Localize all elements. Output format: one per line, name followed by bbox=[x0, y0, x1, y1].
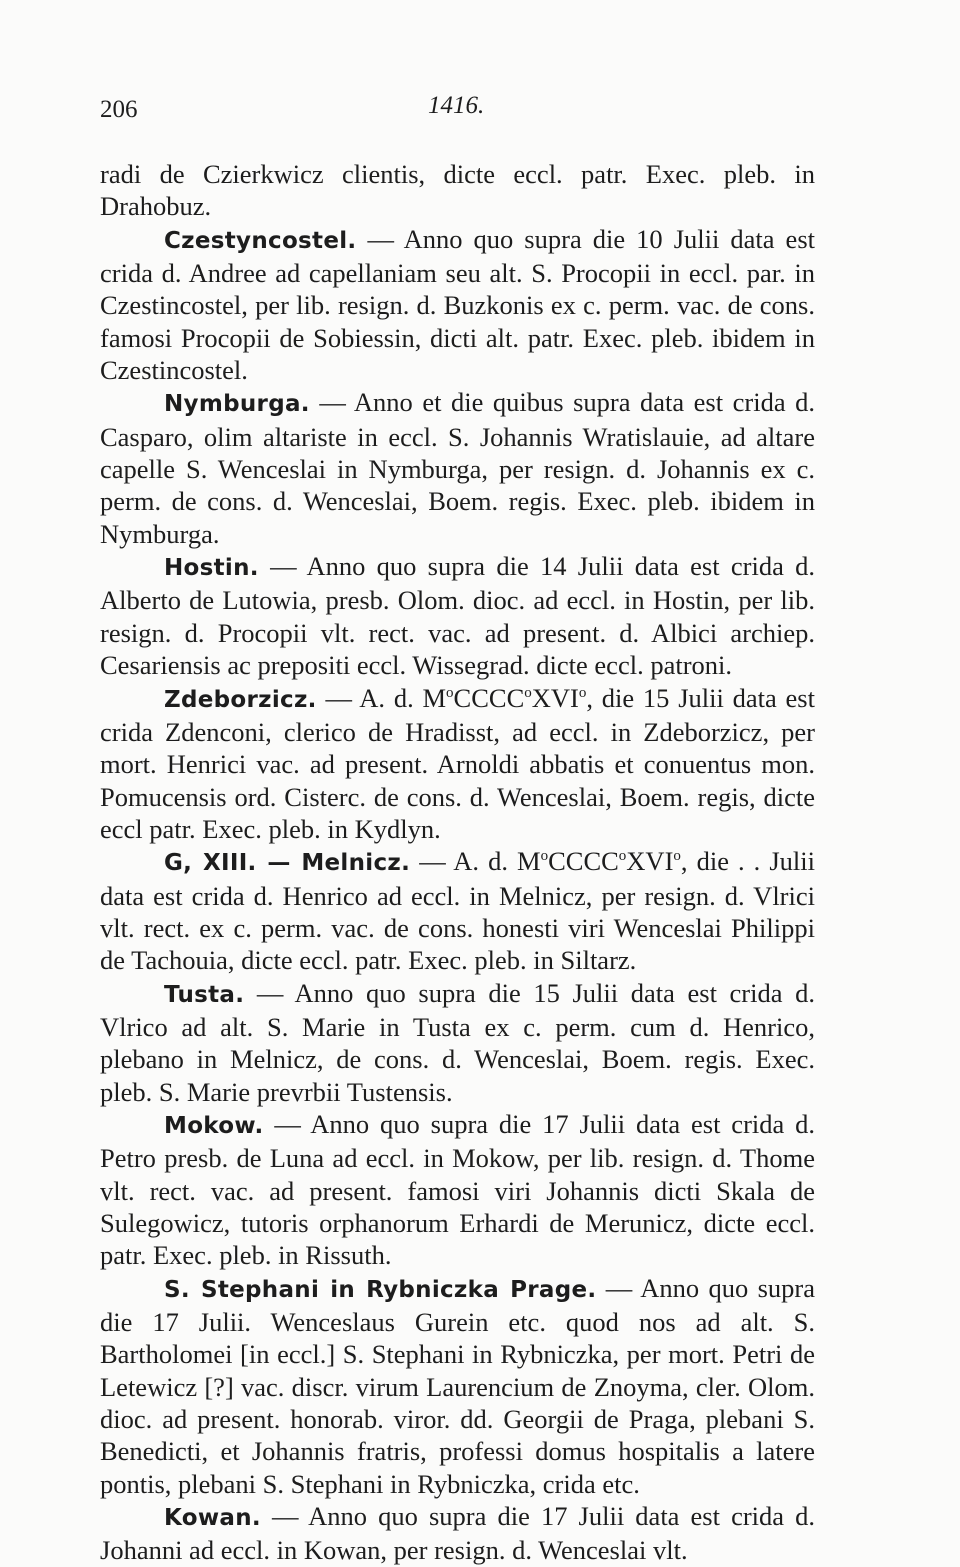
entry-heading: G, XIII. — Melnicz. bbox=[164, 850, 411, 877]
entry-date-mid: CCCC bbox=[548, 846, 619, 877]
paragraph bbox=[100, 158, 815, 223]
entry-kowan bbox=[100, 1500, 815, 1567]
superscript: o bbox=[618, 848, 627, 865]
entry-date-lead: — A. d. M bbox=[419, 846, 541, 877]
superscript: o bbox=[524, 684, 532, 701]
entry-text: — Anno quo supra die 17 Julii. Wenceslaus Gurein etc. quod nos ad alt. S. Bartholomei [in eccl.] S. Stephani in Rybniczka, per mort. Petri de Letewicz [?] vac. discr. virum Laurencium de Znoyma, cler. Olom. dioc. ad present. honorab. viror. dd. Georgii de Praga, plebani S. Benedicti, et Johannis fratris, professi domus hospitalis a latere pontis, plebani S. Stephani in Rybniczka, crida etc. bbox=[100, 1272, 815, 1499]
entry-tusta bbox=[100, 977, 815, 1108]
body-text bbox=[100, 158, 815, 1567]
superscript: o bbox=[578, 684, 587, 701]
paragraph-text: radi de Czierkwicz clientis, dicte eccl. patr. Exec. pleb. in Drahobuz. bbox=[100, 159, 815, 222]
entry-heading: Kowan. bbox=[164, 1505, 261, 1532]
entry-text: — Anno quo supra die 15 Julii data est crida d. Vlrico ad alt. S. Marie in Tusta ex c. perm. cum d. Henrico, plebano in Melnicz, de cons. d. Wenceslai, Boem. regis. Exec. pleb. S. Marie prevrbii Tustensis. bbox=[100, 977, 815, 1107]
running-title: 1416. bbox=[428, 92, 485, 119]
entry-heading: Nymburga. bbox=[164, 391, 310, 418]
entry-melnicz bbox=[100, 845, 815, 976]
entry-date-lead: — A. d. M bbox=[325, 682, 447, 713]
entry-zdeborzicz bbox=[100, 682, 815, 846]
entry-heading: Tusta. bbox=[164, 981, 245, 1008]
superscript: o bbox=[540, 848, 549, 865]
entry-text: — Anno quo supra die 17 Julii data est crida d. Johanni ad eccl. in Kowan, per resign. d. Wenceslai vlt. bbox=[100, 1501, 816, 1566]
entry-text: , die 15 Julii data est crida Zdenconi, clerico de Hradisst, ad eccl. in Zdeborzicz, per mort. Henrici vac. ad present. Arnoldi abbatis et conuentus mon. Pomucensis ord. Cisterc. de cons. d. Wenceslai, Boem. regis, dicte eccl patr. Exec. pleb. in Kydlyn. bbox=[100, 682, 815, 844]
entry-text: — Anno quo supra die 17 Julii data est crida d. Petro presb. de Luna ad eccl. in Mokow, per lib. resign. d. Thome vlt. rect. vac. ad present. famosi viri Johannis dicti Skala de Sulegowicz, tutoris orphanorum Erhardi de Merunicz, dicte eccl. patr. Exec. pleb. in Rissuth. bbox=[100, 1108, 816, 1271]
entry-hostin bbox=[100, 550, 815, 681]
entry-mokow bbox=[100, 1108, 815, 1272]
entry-nymburga bbox=[100, 386, 815, 550]
page-number: 206 bbox=[100, 96, 138, 123]
entry-heading: Mokow. bbox=[164, 1112, 264, 1139]
superscript: o bbox=[673, 848, 681, 865]
page-header bbox=[100, 92, 815, 136]
entry-heading: Czestyncostel. bbox=[164, 227, 357, 254]
superscript: o bbox=[446, 684, 454, 701]
entry-czestyncostel bbox=[100, 223, 815, 387]
entry-date-mid: CCCC bbox=[453, 682, 525, 713]
entry-text: — Anno et die quibus supra data est crida d. Casparo, olim altariste in eccl. S. Johannis Wratislauie, ad altare capelle S. Wenceslai in Nymburga, per resign. d. Johannis ex c. perm. de cons. d. Wenceslai, Boem. regis. Exec. pleb. ibidem in Nymburga. bbox=[100, 387, 815, 549]
entry-s-stephani bbox=[100, 1272, 815, 1500]
entry-date-mid2: XVI bbox=[531, 682, 579, 713]
entry-text: — Anno quo supra die 14 Julii data est crida d. Alberto de Lutowia, presb. Olom. dioc. ad eccl. in Hostin, per lib. resign. d. Procopii vlt. rect. vac. ad present. d. Albici archiep. Cesariensis ac prepositi eccl. Wissegrad. dicte eccl. patroni. bbox=[100, 551, 816, 681]
entry-heading: S. Stephani in Rybniczka Prage. bbox=[164, 1276, 597, 1303]
entry-heading: Hostin. bbox=[164, 555, 259, 582]
entry-date-mid2: XVI bbox=[626, 846, 674, 877]
entry-heading: Zdeborzicz. bbox=[164, 686, 317, 713]
entry-text: , die . . Julii data est crida d. Henrico ad eccl. in Melnicz, per resign. d. Vlrici vlt. rect. ex c. perm. vac. de cons. honesti viri Wenceslai Philippi de Tachouia, dicte eccl. patr. Exec. pleb. in Siltarz. bbox=[100, 846, 815, 976]
entry-text: — Anno quo supra die 10 Julii data est crida d. Andree ad capellaniam seu alt. S. Procopii in eccl. par. in Czestincostel, per lib. resign. d. Buzkonis ex c. perm. vac. de cons. famosi Procopii de Sobiessin, dicti alt. patr. Exec. pleb. ibidem in Czestincostel. bbox=[100, 223, 815, 386]
